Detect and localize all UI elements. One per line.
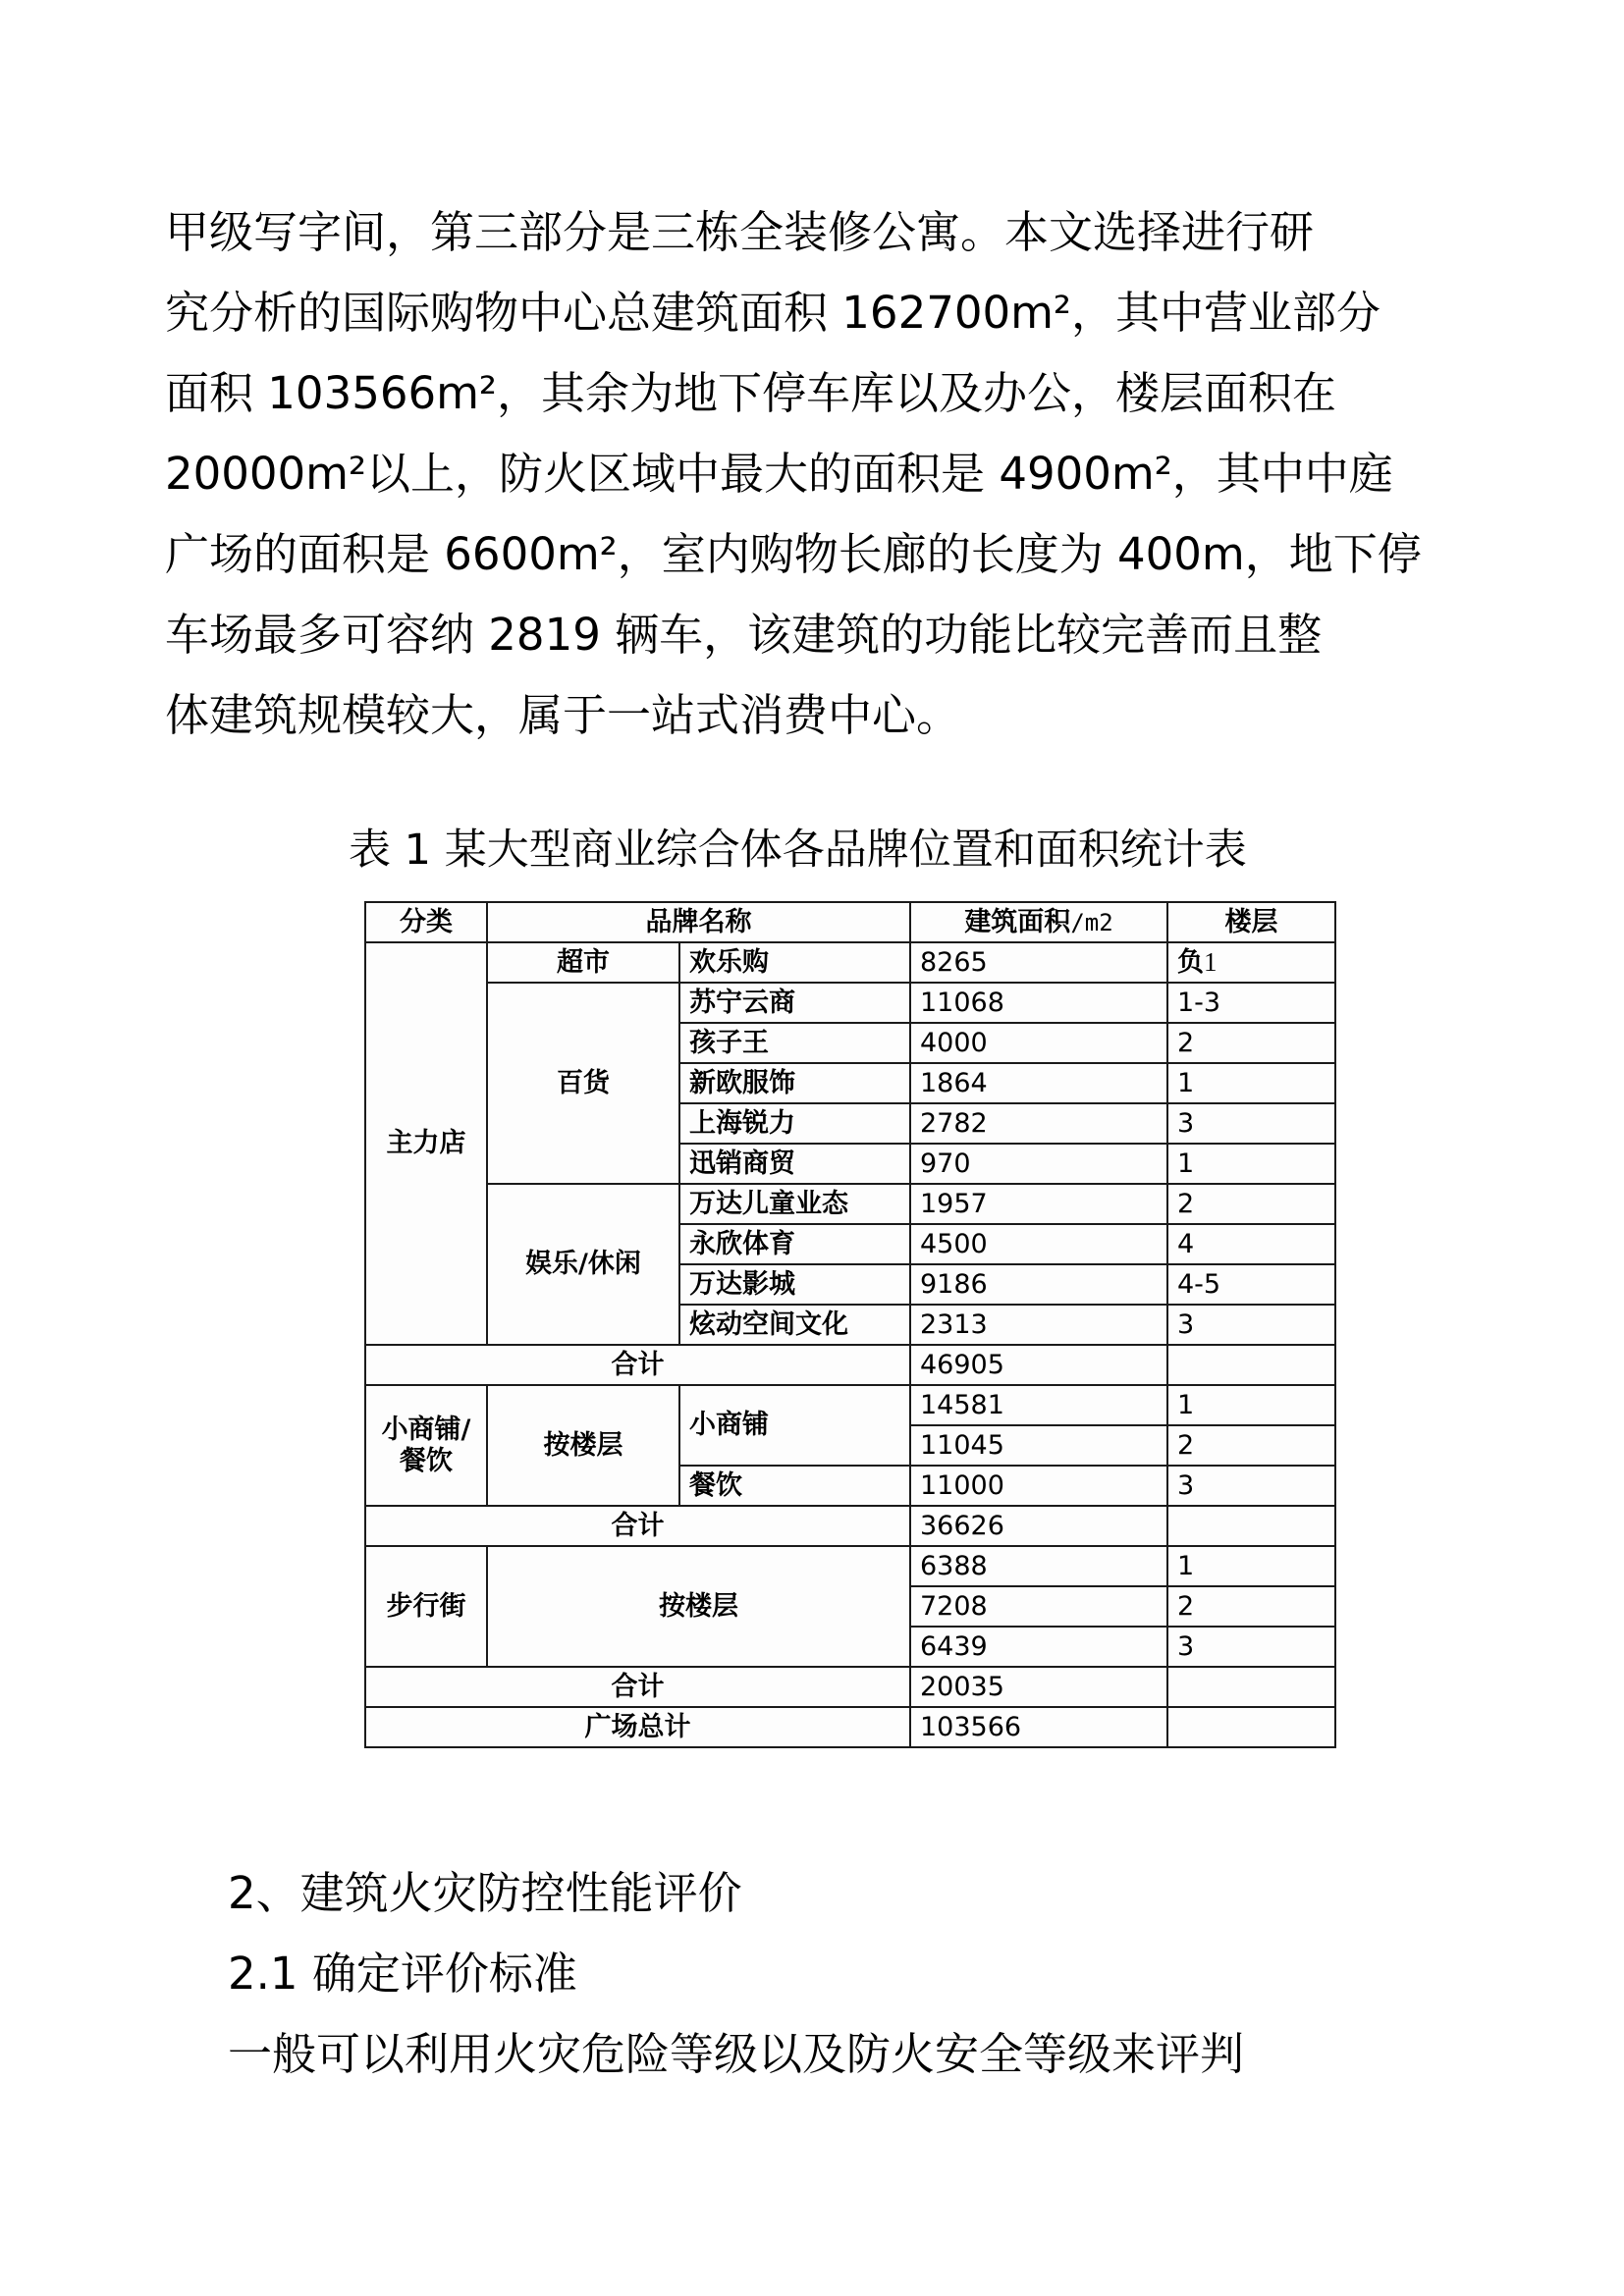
cell-brand: 迅销商贸	[679, 1144, 910, 1184]
cell-subcategory-by-floor: 按楼层	[487, 1385, 679, 1506]
cell-subcategory-department-store: 百货	[487, 983, 679, 1184]
cell-floor: 1	[1167, 1385, 1335, 1425]
cell-area: 11045	[910, 1425, 1167, 1466]
paragraph-line	[165, 514, 1461, 595]
section-heading-2-1	[228, 1934, 1504, 2014]
cell-brand: 万达影城	[679, 1264, 910, 1305]
header-brand-name: 品牌名称	[487, 902, 910, 942]
tail-paragraph-text: 一般可以利用火灾危险等级以及防火安全等级来评判	[228, 2028, 1245, 2080]
paragraph-line	[165, 273, 1461, 353]
cell-brand: 永欣体育	[679, 1224, 910, 1264]
table-subtotal-row	[365, 1345, 1335, 1385]
cell-floor: 3	[1167, 1466, 1335, 1506]
cell-category-main-store: 主力店	[365, 942, 487, 1345]
table-subtotal-row	[365, 1667, 1335, 1707]
cell-floor: 4-5	[1167, 1264, 1335, 1305]
cell-brand: 苏宁云商	[679, 983, 910, 1023]
cell-subtotal-label: 合计	[365, 1345, 910, 1385]
paragraph-line-text: 究分析的国际购物中心总建筑面积 162700m²，其中营业部分	[165, 287, 1380, 339]
paragraph-line	[165, 434, 1461, 514]
cell-floor: 1	[1167, 1546, 1335, 1586]
header-building-area-unit: /m2	[1070, 908, 1113, 936]
section-heading-2-text: 2、建筑火灾防控性能评价	[228, 1867, 742, 1919]
cell-area: 11000	[910, 1466, 1167, 1506]
table-subtotal-row	[365, 1506, 1335, 1546]
cell-floor: 4	[1167, 1224, 1335, 1264]
paragraph-line	[165, 192, 1461, 273]
cell-floor: 1	[1167, 1144, 1335, 1184]
brand-area-table	[364, 901, 1336, 1748]
cell-floor: 1	[1167, 1063, 1335, 1103]
cell-category-line1: 小商铺/	[381, 1414, 471, 1445]
tail-section	[228, 1853, 1504, 2095]
tail-paragraph	[228, 2014, 1504, 2095]
cell-area: 9186	[910, 1264, 1167, 1305]
table-row	[365, 1546, 1335, 1586]
paragraph-line-text: 甲级写字间，第三部分是三栋全装修公寓。本文选择进行研	[165, 206, 1315, 258]
cell-brand: 新欧服饰	[679, 1063, 910, 1103]
cell-subcategory-by-floor: 按楼层	[487, 1546, 910, 1667]
cell-floor: 3	[1167, 1103, 1335, 1144]
cell-area: 4000	[910, 1023, 1167, 1063]
body-paragraph	[165, 192, 1461, 756]
cell-floor: 2	[1167, 1586, 1335, 1627]
paragraph-line-text: 体建筑规模较大，属于一站式消费中心。	[165, 689, 961, 741]
cell-brand: 欢乐购	[679, 942, 910, 983]
section-heading-2	[228, 1853, 1504, 1934]
cell-floor	[1167, 942, 1335, 983]
table-row	[365, 983, 1335, 1023]
cell-floor: 2	[1167, 1023, 1335, 1063]
cell-area: 1957	[910, 1184, 1167, 1224]
paragraph-line	[165, 595, 1461, 675]
cell-category-line2: 餐饮	[400, 1445, 453, 1476]
cell-grand-total-area: 103566	[910, 1707, 1167, 1747]
cell-floor: 2	[1167, 1425, 1335, 1466]
cell-floor: 2	[1167, 1184, 1335, 1224]
table-header-row	[365, 902, 1335, 942]
cell-grand-total-floor	[1167, 1707, 1335, 1747]
cell-subtotal-label: 合计	[365, 1667, 910, 1707]
cell-area: 4500	[910, 1224, 1167, 1264]
cell-floor-suffix: 1	[1204, 947, 1218, 977]
cell-subtotal-area: 36626	[910, 1506, 1167, 1546]
cell-category-small-shop-dining	[365, 1385, 487, 1506]
table-grand-total-row	[365, 1707, 1335, 1747]
cell-brand: 上海锐力	[679, 1103, 910, 1144]
cell-subtotal-floor	[1167, 1506, 1335, 1546]
header-category: 分类	[365, 902, 487, 942]
cell-floor: 1-3	[1167, 983, 1335, 1023]
header-floor: 楼层	[1167, 902, 1335, 942]
table-caption	[349, 823, 1247, 878]
cell-brand: 炫动空间文化	[679, 1305, 910, 1345]
cell-area: 1864	[910, 1063, 1167, 1103]
paragraph-line-text: 车场最多可容纳 2819 辆车，该建筑的功能比较完善而且整	[165, 609, 1323, 661]
paragraph-line-text: 20000m²以上，防火区域中最大的面积是 4900m²，其中中庭	[165, 448, 1393, 500]
table-caption-text: 表 1 某大型商业综合体各品牌位置和面积统计表	[349, 826, 1247, 875]
cell-subtotal-floor	[1167, 1345, 1335, 1385]
header-building-area-label: 建筑面积	[964, 906, 1071, 937]
cell-subtotal-area: 20035	[910, 1667, 1167, 1707]
table-row	[365, 1385, 1335, 1425]
brand-area-table-wrapper	[364, 901, 1334, 1748]
cell-brand: 孩子王	[679, 1023, 910, 1063]
cell-area: 6439	[910, 1627, 1167, 1667]
section-heading-2-1-text: 2.1 确定评价标准	[228, 1948, 577, 2000]
cell-subtotal-label: 合计	[365, 1506, 910, 1546]
cell-brand: 餐饮	[679, 1466, 910, 1506]
header-building-area	[910, 902, 1167, 942]
cell-subtotal-area: 46905	[910, 1345, 1167, 1385]
cell-area: 6388	[910, 1546, 1167, 1586]
cell-area: 8265	[910, 942, 1167, 983]
cell-brand: 万达儿童业态	[679, 1184, 910, 1224]
cell-subcategory-entertainment: 娱乐/休闲	[487, 1184, 679, 1345]
paragraph-line	[165, 353, 1461, 434]
cell-grand-total-label: 广场总计	[365, 1707, 910, 1747]
cell-area: 7208	[910, 1586, 1167, 1627]
cell-area: 14581	[910, 1385, 1167, 1425]
cell-area: 2782	[910, 1103, 1167, 1144]
cell-area: 2313	[910, 1305, 1167, 1345]
paragraph-line-text: 广场的面积是 6600m²，室内购物长廊的长度为 400m，地下停	[165, 528, 1422, 580]
cell-brand: 小商铺	[679, 1385, 910, 1466]
table-row	[365, 942, 1335, 983]
cell-floor-prefix: 负	[1177, 947, 1204, 978]
paragraph-line-text: 面积 103566m²，其余为地下停车库以及办公，楼层面积在	[165, 367, 1336, 419]
cell-area: 970	[910, 1144, 1167, 1184]
cell-floor: 3	[1167, 1627, 1335, 1667]
cell-category-pedestrian-street: 步行街	[365, 1546, 487, 1667]
cell-area: 11068	[910, 983, 1167, 1023]
cell-floor: 3	[1167, 1305, 1335, 1345]
table-row	[365, 1184, 1335, 1224]
cell-subcategory-supermarket: 超市	[487, 942, 679, 983]
paragraph-line	[165, 675, 1461, 756]
cell-subtotal-floor	[1167, 1667, 1335, 1707]
